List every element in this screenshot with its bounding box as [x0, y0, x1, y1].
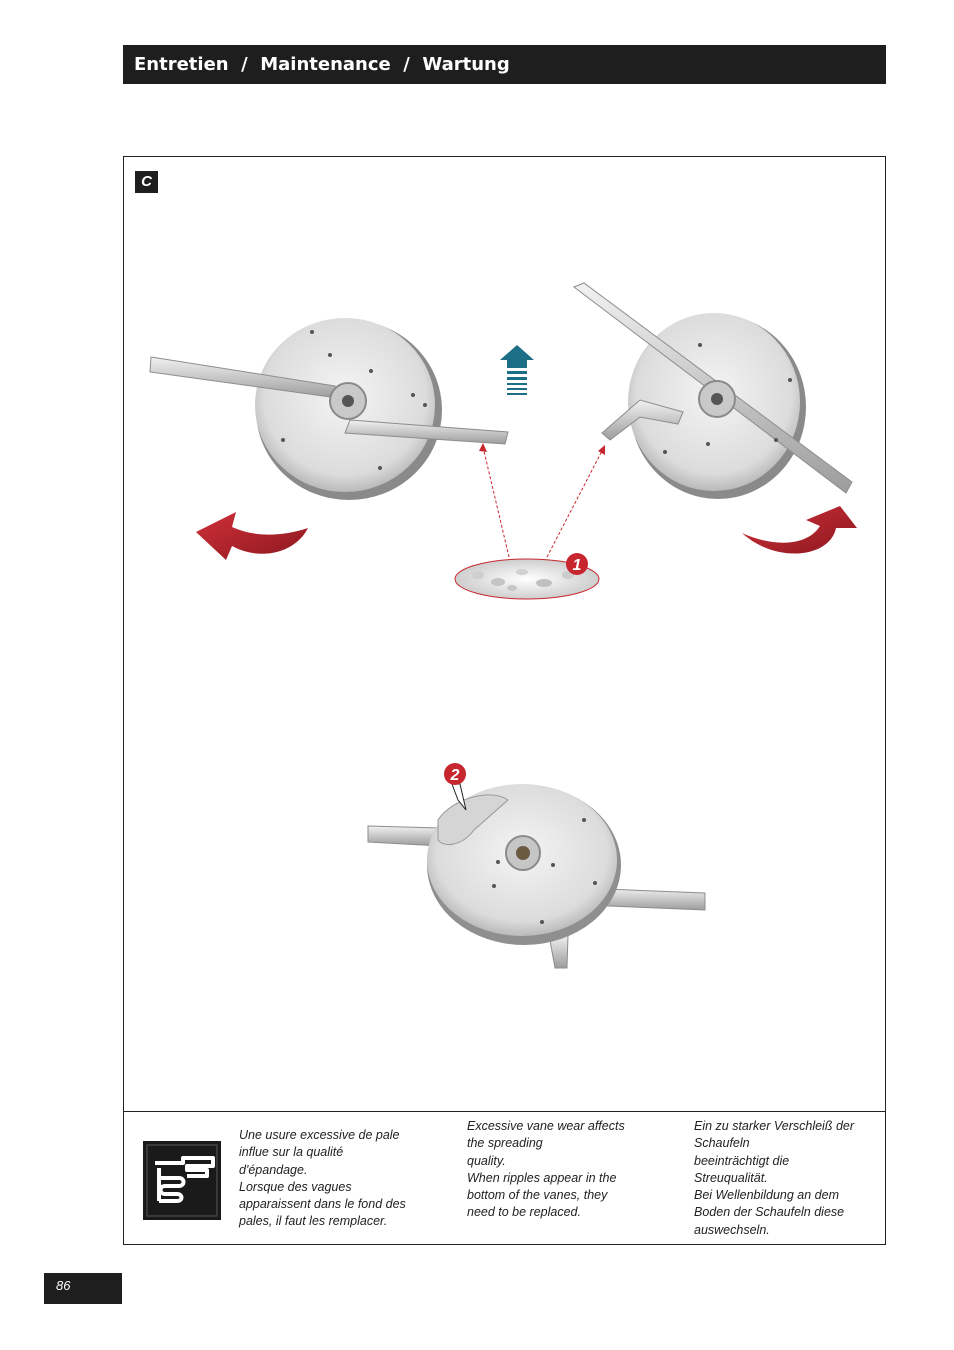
note-german	[694, 1118, 879, 1239]
right-bolt	[788, 378, 792, 382]
note-line: auswechseln.	[694, 1222, 770, 1237]
right-bolt	[663, 450, 667, 454]
notes-divider	[123, 1111, 886, 1112]
note-line: pales, il faut les remplacer.	[239, 1214, 388, 1229]
note-line: need to be replaced.	[467, 1205, 581, 1220]
page-number-text: 86	[56, 1278, 71, 1293]
bottom-bolt	[496, 860, 500, 864]
page-number	[44, 1273, 122, 1304]
pointing-hand-icon	[143, 1141, 221, 1220]
note-line: Schaufeln	[694, 1136, 750, 1151]
pointer-line	[547, 449, 603, 557]
lift-up-arrow-icon	[500, 345, 534, 395]
note-line: bottom of the vanes, they	[467, 1188, 608, 1203]
note-line: Streuqualität.	[694, 1170, 768, 1185]
header-title: Entretien / Maintenance / Wartung	[134, 54, 510, 75]
bottom-bolt	[551, 863, 555, 867]
left-bolt	[281, 438, 285, 442]
bottom-bolt	[540, 920, 544, 924]
right-bolt	[698, 343, 702, 347]
rotation-arrow-icon	[196, 512, 308, 560]
note-line: When ripples appear in the	[467, 1170, 617, 1185]
left-hub-bore	[342, 395, 354, 407]
bottom-vane-left	[368, 826, 440, 846]
right-disc-assembly	[574, 283, 852, 499]
pointer-line	[483, 447, 509, 557]
note-line: Boden der Schaufeln diese	[694, 1205, 845, 1220]
note-line: Excessive vane wear affects	[467, 1119, 625, 1133]
bottom-bolt	[492, 884, 496, 888]
note-line: quality.	[467, 1153, 506, 1168]
pointer-arrowhead	[598, 445, 605, 455]
callout-2-label: 2	[450, 767, 460, 784]
left-bolt	[378, 466, 382, 470]
note-line: Ein zu starker Verschleiß der	[694, 1119, 855, 1133]
left-bolt	[411, 393, 415, 397]
note-line: influe sur la qualité	[239, 1145, 344, 1160]
bottom-disc-assembly	[368, 784, 705, 968]
callout-1-label: 1	[572, 557, 582, 574]
note-line: beeinträchtigt die	[694, 1153, 790, 1168]
right-hub-bore	[711, 393, 723, 405]
rotation-arrow-icon	[742, 506, 857, 554]
bottom-bolt	[593, 881, 597, 885]
bottom-bolt	[582, 818, 586, 822]
right-bolt	[706, 442, 710, 446]
note-english	[467, 1118, 667, 1222]
callout-1	[566, 553, 588, 575]
note-line: Une usure excessive de pale	[239, 1128, 400, 1142]
note-line: the spreading	[467, 1136, 543, 1151]
pointer-arrowhead	[479, 443, 487, 452]
bottom-hub-bore	[516, 846, 530, 860]
note-line: apparaissent dans le fond des	[239, 1197, 406, 1212]
note-line: Bei Wellenbildung an dem	[694, 1188, 840, 1203]
right-bolt	[774, 438, 778, 442]
left-bolt	[423, 403, 427, 407]
note-line: Lorsque des vagues	[239, 1179, 352, 1194]
note-french	[239, 1127, 439, 1231]
left-bolt	[310, 330, 314, 334]
left-disc-assembly	[150, 318, 508, 500]
callout-2	[444, 763, 466, 810]
left-bolt	[328, 353, 332, 357]
left-bolt	[369, 369, 373, 373]
note-line: d'épandage.	[239, 1162, 308, 1177]
section-label: C	[135, 171, 158, 193]
